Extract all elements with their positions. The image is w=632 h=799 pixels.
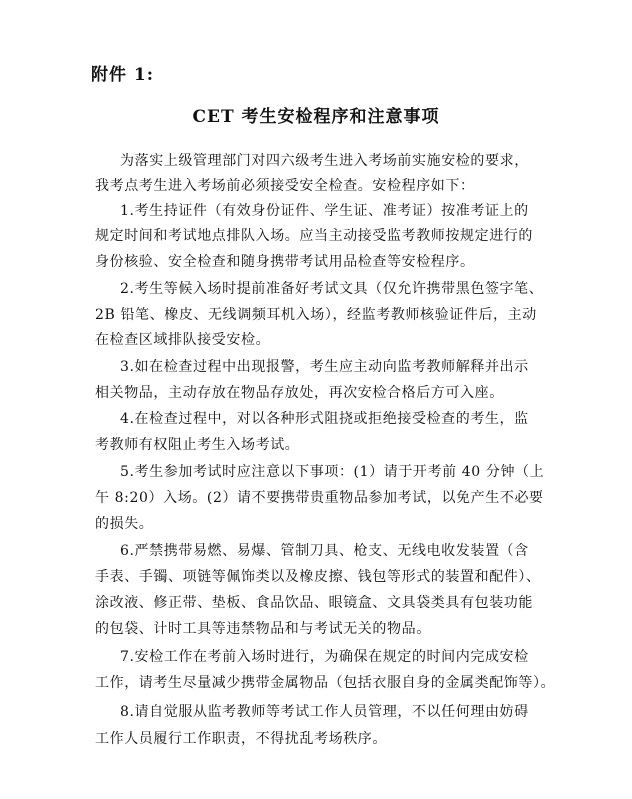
text-line: 工作，请考生尽量减少携带金属物品（包括衣服自身的金属类配饰等）。 bbox=[95, 675, 556, 691]
text-line: 3.如在检查过程中出现报警，考生应主动向监考教师解释并出示 bbox=[120, 359, 529, 375]
text-line: 6.严禁携带易燃、易爆、管制刀具、枪支、无线电收发装置（含 bbox=[120, 543, 529, 559]
text-line: 身份核验、安全检查和随身携带考试用品检查等安检程序。 bbox=[95, 254, 475, 270]
document-title: CET 考生安检程序和注意事项 bbox=[192, 107, 440, 127]
text-line: 涂改液、修正带、垫板、食品饮品、眼镜盒、文具袋类具有包装功能 bbox=[95, 595, 533, 611]
text-line: 1.考生持证件（有效身份证件、学生证、准考证）按准考证上的 bbox=[120, 203, 529, 219]
text-line: 考教师有权阻止考生入场考试。 bbox=[95, 437, 300, 453]
text-line: 手表、手镯、项链等佩饰类以及橡皮擦、钱包等形式的装置和配件）、 bbox=[95, 569, 541, 585]
text-line: 相关物品，主动存放在物品存放处，再次安检合格后方可入座。 bbox=[95, 385, 504, 401]
attachment-label: 附件 1: bbox=[91, 65, 155, 85]
text-line: 4.在检查过程中，对以各种形式阻挠或拒绝接受检查的考生，监 bbox=[120, 411, 529, 427]
text-line: 工作人员履行工作职责，不得扰乱考场秩序。 bbox=[95, 731, 387, 747]
text-line: 的损失。 bbox=[95, 516, 154, 532]
text-line: 的包袋、计时工具等违禁物品和与考试无关的物品。 bbox=[95, 621, 431, 637]
text-line: 7.安检工作在考前入场时进行，为确保在规定的时间内完成安检 bbox=[120, 649, 529, 665]
text-line: 8.请自觉服从监考教师等考试工作人员管理，不以任何理由妨碍 bbox=[120, 704, 529, 720]
text-line: 2.考生等候入场时提前准备好考试文具（仅允许携带黑色签字笔、 bbox=[120, 281, 544, 297]
text-line: 在检查区域排队接受安检。 bbox=[95, 332, 271, 348]
text-line: 2B 铅笔、橡皮、无线调频耳机入场），经监考教师核验证件后，主动 bbox=[95, 307, 537, 323]
text-line: 我考点考生进入考场前必须接受安全检查。安检程序如下： bbox=[95, 178, 475, 194]
text-line: 午 8:20）入场。(2）请不要携带贵重物品参加考试，以免产生不必要 bbox=[95, 490, 544, 506]
text-line: 规定时间和考试地点排队入场。应当主动接受监考教师按规定进行的 bbox=[95, 228, 533, 244]
text-line: 5.考生参加考试时应注意以下事项：(1）请于开考前 40 分钟（上 bbox=[120, 464, 545, 480]
text-line: 为落实上级管理部门对四六级考生进入考场前实施安检的要求， bbox=[120, 153, 529, 169]
